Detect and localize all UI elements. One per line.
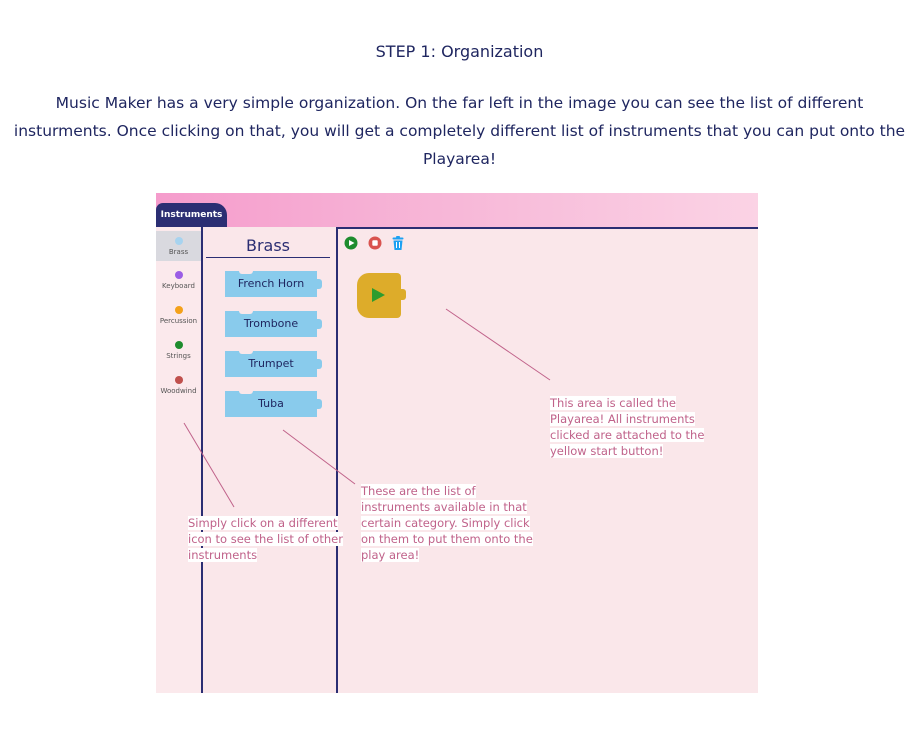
palette-title: Brass <box>206 236 330 258</box>
step-title: STEP 1: Organization <box>375 42 544 61</box>
block-trumpet[interactable]: Trumpet <box>225 351 317 377</box>
note-icons-text: Simply click on a different icon to see the list of other instruments <box>188 516 343 562</box>
category-label: Brass <box>168 248 189 256</box>
category-label: Keyboard <box>162 282 195 290</box>
intro-paragraph: Music Maker has a very simple organization. On the far left in the image you can see the list of different insturments. Once clicking on that, you will get a completely different list of instruments that you can put onto the Playarea! <box>13 94 906 168</box>
category-label: Percussion <box>159 317 198 325</box>
note-playarea-text: This area is called the Playarea! All instruments clicked are attached to the yellow start button! <box>550 396 705 458</box>
block-tuba[interactable]: Tuba <box>225 391 317 417</box>
playarea-arrow <box>446 309 550 380</box>
note-list-text: These are the list of instruments available in that certain category. Simply click on them to put them onto the play area! <box>361 484 533 562</box>
note-icons <box>188 515 358 563</box>
note-list <box>361 483 541 563</box>
icons-arrow <box>184 423 234 507</box>
note-playarea <box>550 395 720 459</box>
block-french-horn[interactable]: French Horn <box>225 271 317 297</box>
category-label: Strings <box>166 352 191 360</box>
tab-instruments[interactable]: Instruments <box>156 203 227 227</box>
block-trombone[interactable]: Trombone <box>225 311 317 337</box>
list-arrow <box>283 430 355 484</box>
category-label: Woodwind <box>160 387 197 395</box>
